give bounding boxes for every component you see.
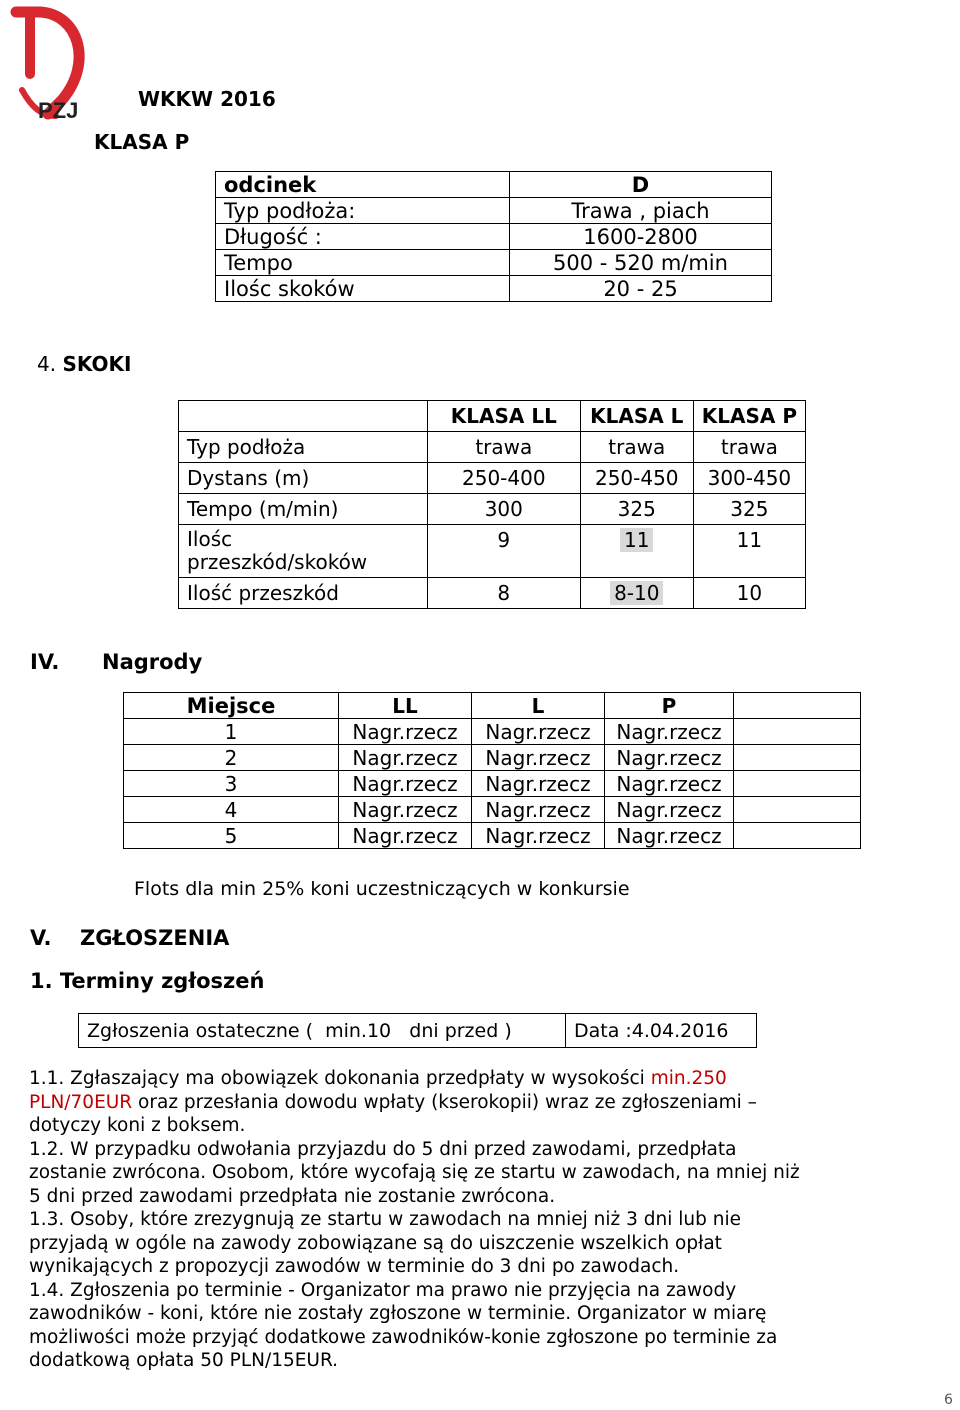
table-cell: 3 xyxy=(124,771,339,797)
text-line: zostanie zwrócona. Osobom, które wycofają się ze startu w zawodach, na mniej niż xyxy=(29,1162,800,1183)
table-cell: 20 - 25 xyxy=(510,276,772,302)
table-cell: Dystans (m) xyxy=(179,463,428,494)
text-line: przyjadą w ogóle na zawody zobowiązane są do uiszczenie wszelkich opłat xyxy=(29,1232,722,1254)
table-cell: Ilośc skoków xyxy=(216,276,510,302)
table-header: Miejsce xyxy=(124,693,339,719)
subsection-title: 1. Terminy zgłoszeń xyxy=(30,969,265,993)
table-cell: Nagr.rzecz xyxy=(605,797,734,823)
table-cell: 11 xyxy=(693,525,805,578)
table-header-row xyxy=(124,693,861,719)
text-line: 5 dni przed zawodami przedpłata nie zostanie zwrócona. xyxy=(29,1185,556,1207)
table-cell: Nagr.rzecz xyxy=(472,719,605,745)
table-cell: Nagr.rzecz xyxy=(605,771,734,797)
table-row xyxy=(179,494,806,525)
table-row xyxy=(179,432,806,463)
table-cell: Nagr.rzecz xyxy=(605,745,734,771)
text-line: zawodników - koni, które nie zostały zgłoszone w terminie. Organizator w miarę xyxy=(29,1303,767,1324)
table-cell xyxy=(734,771,861,797)
section-number: 4. xyxy=(37,352,57,376)
table-cell: 325 xyxy=(693,494,805,525)
table-cell: Nagr.rzecz xyxy=(472,797,605,823)
text-line: możliwości może przyjąć dodatkowe zawodników-konie zgłoszone po terminie za xyxy=(29,1326,778,1348)
table-row xyxy=(216,172,772,198)
section-number: V. xyxy=(30,926,52,950)
row-label-line: przeszkód/skoków xyxy=(187,550,368,574)
table-cell: Nagr.rzecz xyxy=(472,823,605,849)
row-label-line: Ilośc xyxy=(187,527,233,551)
paragraph-3 xyxy=(29,1208,929,1279)
table-cell: 8 xyxy=(427,578,580,609)
fee-currency: PLN/70EUR xyxy=(29,1091,133,1113)
table-cell: Trawa , piach xyxy=(510,198,772,224)
table-row xyxy=(179,525,806,578)
section-title: SKOKI xyxy=(62,352,132,376)
event-title: WKKW 2016 xyxy=(138,87,276,111)
table-row xyxy=(124,823,861,849)
logo-text: PZJ xyxy=(38,98,79,123)
table-row xyxy=(124,719,861,745)
table-cell: Nagr.rzecz xyxy=(605,719,734,745)
text-line: wynikających z propozycji zawodów w terminie do 3 dni po zawodach. xyxy=(29,1256,680,1277)
table-cell: Nagr.rzecz xyxy=(339,797,472,823)
table-cell: Nagr.rzecz xyxy=(472,745,605,771)
table-cell: 5 xyxy=(124,823,339,849)
shaded-value: 11 xyxy=(620,528,653,552)
table-cell: trawa xyxy=(693,432,805,463)
skoki-table xyxy=(178,400,806,609)
table-cell: Typ podłoża xyxy=(179,432,428,463)
table-cell: Nagr.rzecz xyxy=(339,745,472,771)
table-cell xyxy=(580,578,693,609)
course-table xyxy=(215,171,772,302)
table-cell: 300-450 xyxy=(693,463,805,494)
table-cell: 325 xyxy=(580,494,693,525)
table-cell xyxy=(179,401,428,432)
text-line: dotyczy koni z boksem. xyxy=(29,1115,246,1136)
table-cell xyxy=(179,525,428,578)
table-cell: 1 xyxy=(124,719,339,745)
paragraph-4 xyxy=(29,1279,929,1373)
fee-amount: min.250 xyxy=(650,1068,727,1089)
terms-text xyxy=(29,1067,929,1373)
deadline-label: Zgłoszenia ostateczne ( min.10 dni przed ) xyxy=(79,1014,566,1048)
text-line: 1.2. W przypadku odwołania przyjazdu do 5 dni przed zawodami, przedpłata xyxy=(29,1138,737,1160)
table-cell xyxy=(734,745,861,771)
table-cell xyxy=(734,797,861,823)
table-cell: Typ podłoża: xyxy=(216,198,510,224)
table-cell: Ilość przeszkód xyxy=(179,578,428,609)
deadline-table xyxy=(78,1013,757,1048)
section-title: Nagrody xyxy=(102,650,203,674)
table-row xyxy=(216,198,772,224)
table-cell: 9 xyxy=(427,525,580,578)
table-cell: Długość : xyxy=(216,224,510,250)
table-row xyxy=(124,771,861,797)
text-line: dodatkową opłata 50 PLN/15EUR. xyxy=(29,1350,339,1371)
table-cell: Tempo (m/min) xyxy=(179,494,428,525)
text-line: 1.3. Osoby, które zrezygnują ze startu w zawodach na mniej niż 3 dni lub nie xyxy=(29,1209,741,1230)
table-row xyxy=(124,745,861,771)
table-cell: 250-450 xyxy=(580,463,693,494)
table-cell: Tempo xyxy=(216,250,510,276)
table-cell: Nagr.rzecz xyxy=(339,823,472,849)
table-cell: 250-400 xyxy=(427,463,580,494)
page-number: 6 xyxy=(944,1392,953,1408)
text-line: 1.1. Zgłaszający ma obowiązek dokonania przedpłaty w wysokości min.250 xyxy=(29,1068,727,1089)
table-cell xyxy=(734,719,861,745)
shaded-value: 8-10 xyxy=(610,581,663,605)
table-cell: Nagr.rzecz xyxy=(339,771,472,797)
table-cell: 1600-2800 xyxy=(510,224,772,250)
table-row xyxy=(216,276,772,302)
table-header: L xyxy=(472,693,605,719)
table-cell: 500 - 520 m/min xyxy=(510,250,772,276)
table-cell xyxy=(580,525,693,578)
table-cell: 2 xyxy=(124,745,339,771)
table-header: KLASA L xyxy=(580,401,693,432)
table-cell: Nagr.rzecz xyxy=(472,771,605,797)
table-cell: Nagr.rzecz xyxy=(605,823,734,849)
paragraph-1 xyxy=(29,1067,929,1138)
table-row xyxy=(216,224,772,250)
section-number: IV. xyxy=(30,650,60,674)
table-row xyxy=(79,1014,757,1048)
deadline-date: Data :4.04.2016 xyxy=(566,1014,757,1048)
nagrody-table xyxy=(123,692,861,849)
table-header-row xyxy=(179,401,806,432)
class-title: KLASA P xyxy=(94,130,190,154)
table-cell: trawa xyxy=(427,432,580,463)
table-cell: Nagr.rzecz xyxy=(339,719,472,745)
table-cell: trawa xyxy=(580,432,693,463)
table-cell: odcinek xyxy=(216,172,510,198)
flots-note: Flots dla min 25% koni uczestniczących w konkursie xyxy=(134,878,630,900)
paragraph-2 xyxy=(29,1138,929,1209)
table-cell: 10 xyxy=(693,578,805,609)
table-cell xyxy=(734,823,861,849)
pzj-logo xyxy=(8,4,90,126)
table-row xyxy=(216,250,772,276)
section-title: ZGŁOSZENIA xyxy=(80,926,230,950)
table-header: LL xyxy=(339,693,472,719)
text-line: 1.4. Zgłoszenia po terminie - Organizator ma prawo nie przyjęcia na zawody xyxy=(29,1279,737,1301)
section-skoki-heading xyxy=(37,352,131,376)
table-cell: D xyxy=(510,172,772,198)
table-row xyxy=(124,797,861,823)
table-cell: 4 xyxy=(124,797,339,823)
table-row xyxy=(179,578,806,609)
table-cell: 300 xyxy=(427,494,580,525)
table-cell xyxy=(734,693,861,719)
table-header: KLASA P xyxy=(693,401,805,432)
table-row xyxy=(179,463,806,494)
table-header: P xyxy=(605,693,734,719)
table-header: KLASA LL xyxy=(427,401,580,432)
text-line: PLN/70EUR oraz przesłania dowodu wpłaty (kserokopii) wraz ze zgłoszeniami – xyxy=(29,1091,757,1113)
